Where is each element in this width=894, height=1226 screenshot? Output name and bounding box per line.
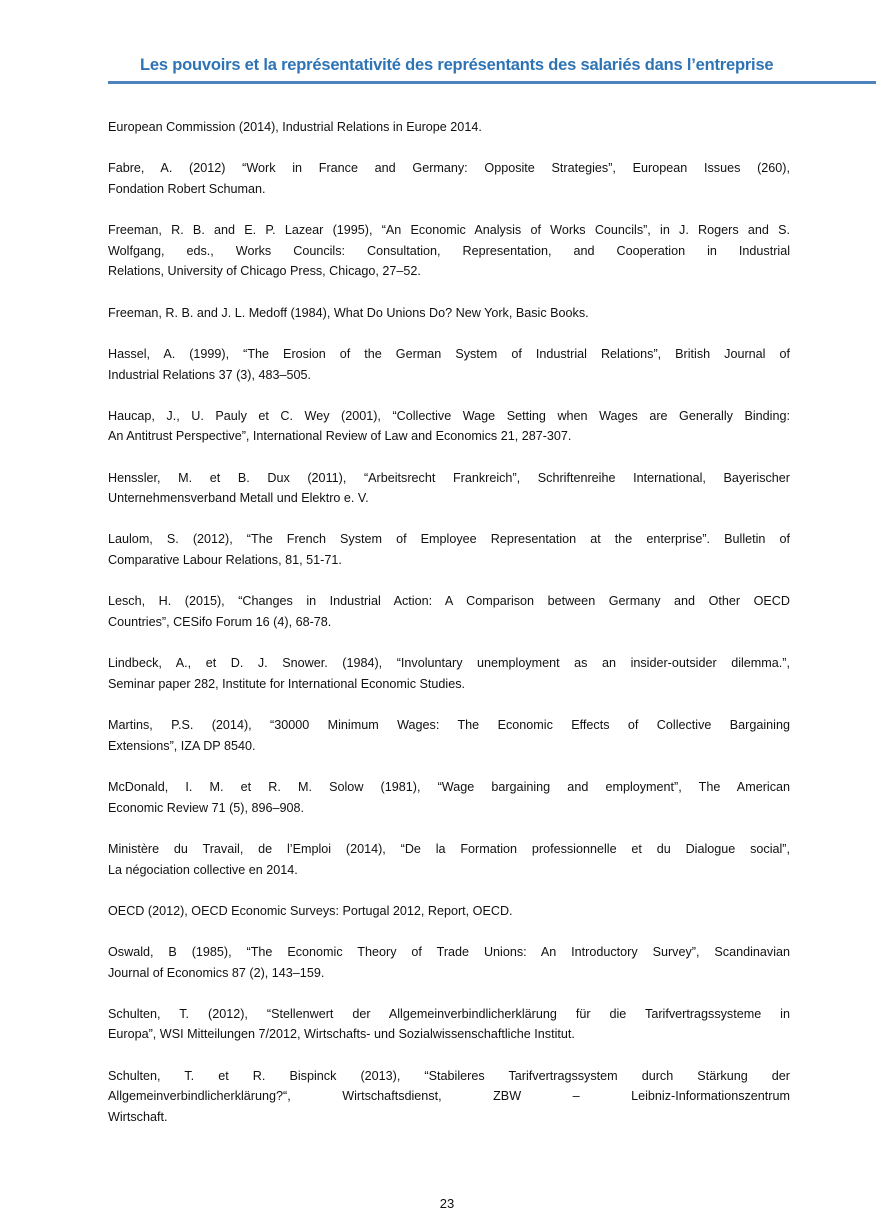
- reference-entry: [108, 158, 790, 199]
- reference-line: Extensions”, IZA DP 8540.: [108, 738, 256, 753]
- reference-line: OECD (2012), OECD Economic Surveys: Portugal 2012, Report, OECD.: [108, 903, 513, 918]
- reference-line: Relations, University of Chicago Press, Chicago, 27–52.: [108, 264, 421, 279]
- page-number: 23: [439, 1196, 455, 1211]
- reference-line: Unternehmensverband Metall und Elektro e. V.: [108, 491, 369, 506]
- reference-line: Economic Review 71 (5), 896–908.: [108, 800, 305, 815]
- reference-line: Europa”, WSI Mitteilungen 7/2012, Wirtschafts- und Sozialwissenschaftliche Institut.: [108, 1027, 575, 1042]
- reference-list: [108, 117, 790, 1148]
- reference-line: Allgemeinverbindlicherklärung?“, Wirtschaftsdienst, ZBW – Leibniz-Informationszentrum: [108, 1089, 790, 1104]
- reference-line: Schulten, T. (2012), “Stellenwert der Allgemeinverbindlicherklärung für die Tarifvertragssysteme in: [108, 1006, 790, 1021]
- reference-line: Freeman, R. B. and J. L. Medoff (1984), What Do Unions Do? New York, Basic Books.: [108, 305, 589, 320]
- reference-entry: [108, 715, 790, 756]
- reference-entry: [108, 344, 790, 385]
- reference-entry: [108, 901, 790, 922]
- reference-line: Journal of Economics 87 (2), 143–159.: [108, 965, 325, 980]
- reference-line: Hassel, A. (1999), “The Erosion of the German System of Industrial Relations”, British Journal of: [108, 346, 790, 361]
- reference-entry: [108, 777, 790, 818]
- reference-line: Henssler, M. et B. Dux (2011), “Arbeitsrecht Frankreich”, Schriftenreihe International, Bayerischer: [108, 470, 790, 485]
- reference-line: Seminar paper 282, Institute for International Economic Studies.: [108, 676, 466, 691]
- reference-line: Industrial Relations 37 (3), 483–505.: [108, 367, 312, 382]
- reference-entry: [108, 591, 790, 632]
- reference-line: Wolfgang, eds., Works Councils: Consultation, Representation, and Cooperation in Industrial: [108, 243, 790, 258]
- reference-entry: [108, 117, 790, 138]
- reference-entry: [108, 839, 790, 880]
- reference-line: Lesch, H. (2015), “Changes in Industrial Action: A Comparison between Germany and Other OECD: [108, 594, 790, 609]
- reference-entry: [108, 653, 790, 694]
- reference-entry: [108, 468, 790, 509]
- reference-line: Laulom, S. (2012), “The French System of Employee Representation at the enterprise”. Bulletin of: [108, 532, 790, 547]
- reference-line: Countries”, CESifo Forum 16 (4), 68-78.: [108, 615, 332, 629]
- reference-line: Fondation Robert Schuman.: [108, 181, 266, 196]
- reference-line: Wirtschaft.: [108, 1110, 168, 1124]
- reference-line: Ministère du Travail, de l’Emploi (2014), “De la Formation professionnelle et du Dialogue social”,: [108, 841, 790, 856]
- reference-entry: [108, 529, 790, 570]
- reference-line: Lindbeck, A., et D. J. Snower. (1984), “Involuntary unemployment as an insider-outsider dilemma.”,: [108, 656, 790, 671]
- reference-entry: [108, 303, 790, 324]
- reference-line: Freeman, R. B. and E. P. Lazear (1995), “An Economic Analysis of Works Councils”, in J. Rogers and S.: [108, 223, 790, 238]
- reference-line: European Commission (2014), Industrial Relations in Europe 2014.: [108, 120, 482, 134]
- reference-entry: [108, 942, 790, 983]
- reference-entry: [108, 406, 790, 447]
- reference-line: Comparative Labour Relations, 81, 51-71.: [108, 553, 342, 568]
- running-header: Les pouvoirs et la représentativité des représentants des salariés dans l’entreprise: [140, 56, 774, 74]
- reference-line: Fabre, A. (2012) “Work in France and Germany: Opposite Strategies”, European Issues (260),: [108, 161, 790, 176]
- reference-line: La négociation collective en 2014.: [108, 862, 298, 877]
- reference-line: An Antitrust Perspective”, International Review of Law and Economics 21, 287-307.: [108, 429, 572, 444]
- reference-line: Schulten, T. et R. Bispinck (2013), “Stabileres Tarifvertragssystem durch Stärkung der: [108, 1068, 790, 1083]
- reference-line: Oswald, B (1985), “The Economic Theory of Trade Unions: An Introductory Survey”, Scandinavian: [108, 944, 790, 959]
- reference-line: McDonald, I. M. et R. M. Solow (1981), “Wage bargaining and employment”, The American: [108, 779, 790, 794]
- reference-line: Martins, P.S. (2014), “30000 Minimum Wages: The Economic Effects of Collective Bargaining: [108, 718, 790, 733]
- reference-line: Haucap, J., U. Pauly et C. Wey (2001), “Collective Wage Setting when Wages are Generally Binding:: [108, 408, 790, 423]
- reference-entry: [108, 1004, 790, 1045]
- reference-entry: [108, 1066, 790, 1128]
- header-rule: [108, 81, 876, 84]
- reference-entry: [108, 220, 790, 282]
